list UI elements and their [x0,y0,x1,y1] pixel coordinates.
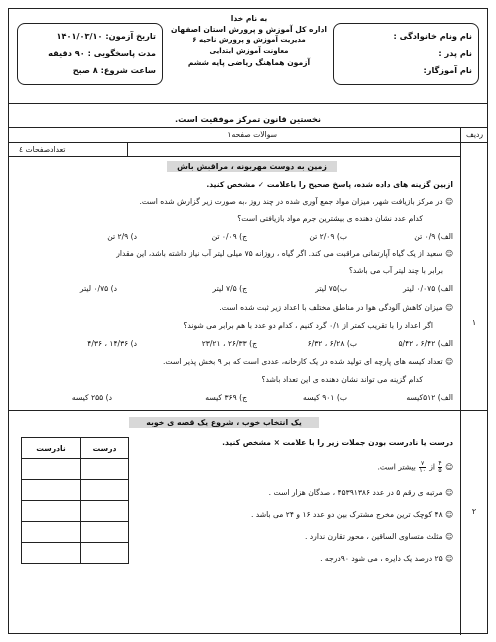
q1-text: ☺ در مرکز بازیافت شهر، میزان مواد جمع آوری شده در چند روز ،به صورت زیر گزارش شده است. [139,197,453,206]
bismillah: به نام خدا [230,14,268,23]
table-header-row [9,128,487,143]
s4-correct-cell[interactable] [81,522,129,543]
correct-header: درست [81,438,129,459]
q1-option-b[interactable]: ب) ۲/۰۹ تن [309,232,347,241]
questions-header: سوالات صفحه۱ [227,130,277,139]
q3-question: اگر اعداد را با تقریب کمتر از ۰/۱ گرد کنیم ، کدام دو عدد با هم برابر می شوند؟ [183,321,433,330]
district-office: مدیریت آموزش و پرورش ناحیه ۶ [192,36,306,44]
q3-option-b[interactable]: ب) ۶/۲۸ ، ۶/۳۲ [307,339,357,348]
s2-correct-cell[interactable] [81,480,129,501]
q4-question: کدام گزینه می تواند نشان دهنده ی این تعداد باشد؟ [261,375,423,384]
s5-correct-cell[interactable] [81,543,129,564]
q1-question: کدام عدد نشان دهنده ی بیشترین جرم مواد بازیافتی است؟ [237,214,423,223]
exam-start: ساعت شروع: ۸ صبح [72,65,156,75]
page-info-row [9,143,461,157]
q4-option-d[interactable]: د) ۲۵۵ کیسه [71,393,112,402]
s3-correct-cell[interactable] [81,501,129,522]
q4-option-b[interactable]: ب) ۹۰۱ کیسه [303,393,347,402]
q2-option-d[interactable]: د) ۰/۷۵ لیتر [79,284,117,293]
section1-number: ۱ [471,318,477,327]
motto: نخستین قانون تمرکز موفقیت است. [174,114,321,124]
row-header: ردیف [465,130,483,139]
exam-date: تاریخ آزمون: ۱۴۰۱/۰۳/۱۰ [56,31,156,41]
question-grid [9,127,487,635]
teacher-name-label: نام آموزگار: [423,65,472,75]
q2-option-b[interactable]: ب)۷۵ لیتر [315,284,347,293]
section2-instruction: درست یا نادرست بودن جملات زیر را با علامت × مشخص کنید. [222,438,453,447]
exam-header [9,9,487,104]
statement-3: ☺ ۴۸ کوچک ترین مخرج مشترک بین دو عدد ۱۶ و ۲۴ می باشد . [250,510,453,519]
s1-correct-cell[interactable] [81,459,129,480]
q3-option-d[interactable]: د) ۱۴/۳۶ ، ۴/۳۶ [87,339,137,348]
s5-incorrect-cell[interactable] [22,543,81,564]
statement-1: ☺ $\frac{۴}{۵}$ از $\frac{۷}{۱۰}$ بیشتر است. [377,460,453,474]
general-office: اداره کل آموزش و پرورش استان اصفهان [170,25,328,34]
q4-option-c[interactable]: ج) ۳۶۹ کیسه [205,393,247,402]
s4-incorrect-cell[interactable] [22,522,81,543]
s1-incorrect-cell[interactable] [22,459,81,480]
q3-option-a[interactable]: الف) ۶/۴۲ ، ۵/۴۲ [398,339,453,348]
section2 [9,410,487,636]
statement-5: ☺ ۲۵ درصد یک دایره ، می شود ۹۰درجه . [320,554,453,563]
q1-option-c[interactable]: ج) ۰/۰۹ تن [211,232,247,241]
fraction-seven-tenths: $\frac{۷}{۱۰}$ [419,460,426,474]
deputy-office: معاونت آموزش ابتدایی [209,47,289,55]
q3-option-c[interactable]: ج) ۲۶/۳۳ ، ۲۳/۲۱ [201,339,257,348]
institution-title [169,13,329,68]
statement-4: ☺ مثلث متساوی الساقین ، محور تقارن ندارد . [304,532,453,541]
student-info-box [333,23,479,85]
exam-page [8,8,488,634]
page-count: تعدادصفحات ٤ [19,145,66,154]
student-name-label: نام ونام خانوادگی : [393,31,472,41]
q2-text: ☺ سعید از یک گیاه آپارتمانی مراقبت می کند. اگر گیاه ، روزانه ۷۵ میلی لیتر آب نیاز داشته باشد، این مقدار [116,249,453,258]
fraction-four-fifths: $\frac{۴}{۵}$ [438,460,442,474]
true-false-table [21,437,129,564]
exam-info-box [17,23,163,85]
exam-title: آزمون هماهنگ ریاضی پایه ششم [187,58,311,67]
q2-option-a[interactable]: الف) ۰/۰۷۵ لیتر [402,284,453,293]
section1-instruction: ازبین گزینه های داده شده، پاسخ صحیح را باعلامت ✓ مشخص کنید. [206,180,453,189]
section2-number: ۲ [471,507,477,516]
statement-2: ☺ مرتبه ی رقم ۵ در عدد ۴۵۳۹۱۳۸۶ ، صدگان هزار است . [268,488,453,497]
q4-text: ☺ تعداد کیسه های پارچه ای تولید شده در یک کارخانه، عددی است که بر ۹ بخش پذیر است. [162,357,453,366]
section1-banner: زمین به دوست مهربونه ، مراقبش باش [167,161,337,172]
father-name-label: نام پدر : [438,48,472,58]
q3-text: ☺ میزان کاهش آلودگی هوا در مناطق مختلف با اعداد زیر ثبت شده است. [219,303,453,312]
q2-question: برابر با چند لیتر آب می باشد؟ [348,266,443,275]
s3-incorrect-cell[interactable] [22,501,81,522]
incorrect-header: نادرست [22,438,81,459]
q2-option-c[interactable]: ج) ۷/۵ لیتر [212,284,247,293]
q4-option-a[interactable]: الف) ۵۱۲کیسه [406,393,453,402]
s2-incorrect-cell[interactable] [22,480,81,501]
q1-option-d[interactable]: د) ۲/۹ تن [107,232,137,241]
section2-banner: یک انتخاب خوب ، شروع یک قصه ی خوبه [129,417,319,428]
exam-duration: مدت پاسخگویی : ۹۰ دقیقه [48,48,156,58]
q1-option-a[interactable]: الف) ۰/۹ تن [414,232,453,241]
